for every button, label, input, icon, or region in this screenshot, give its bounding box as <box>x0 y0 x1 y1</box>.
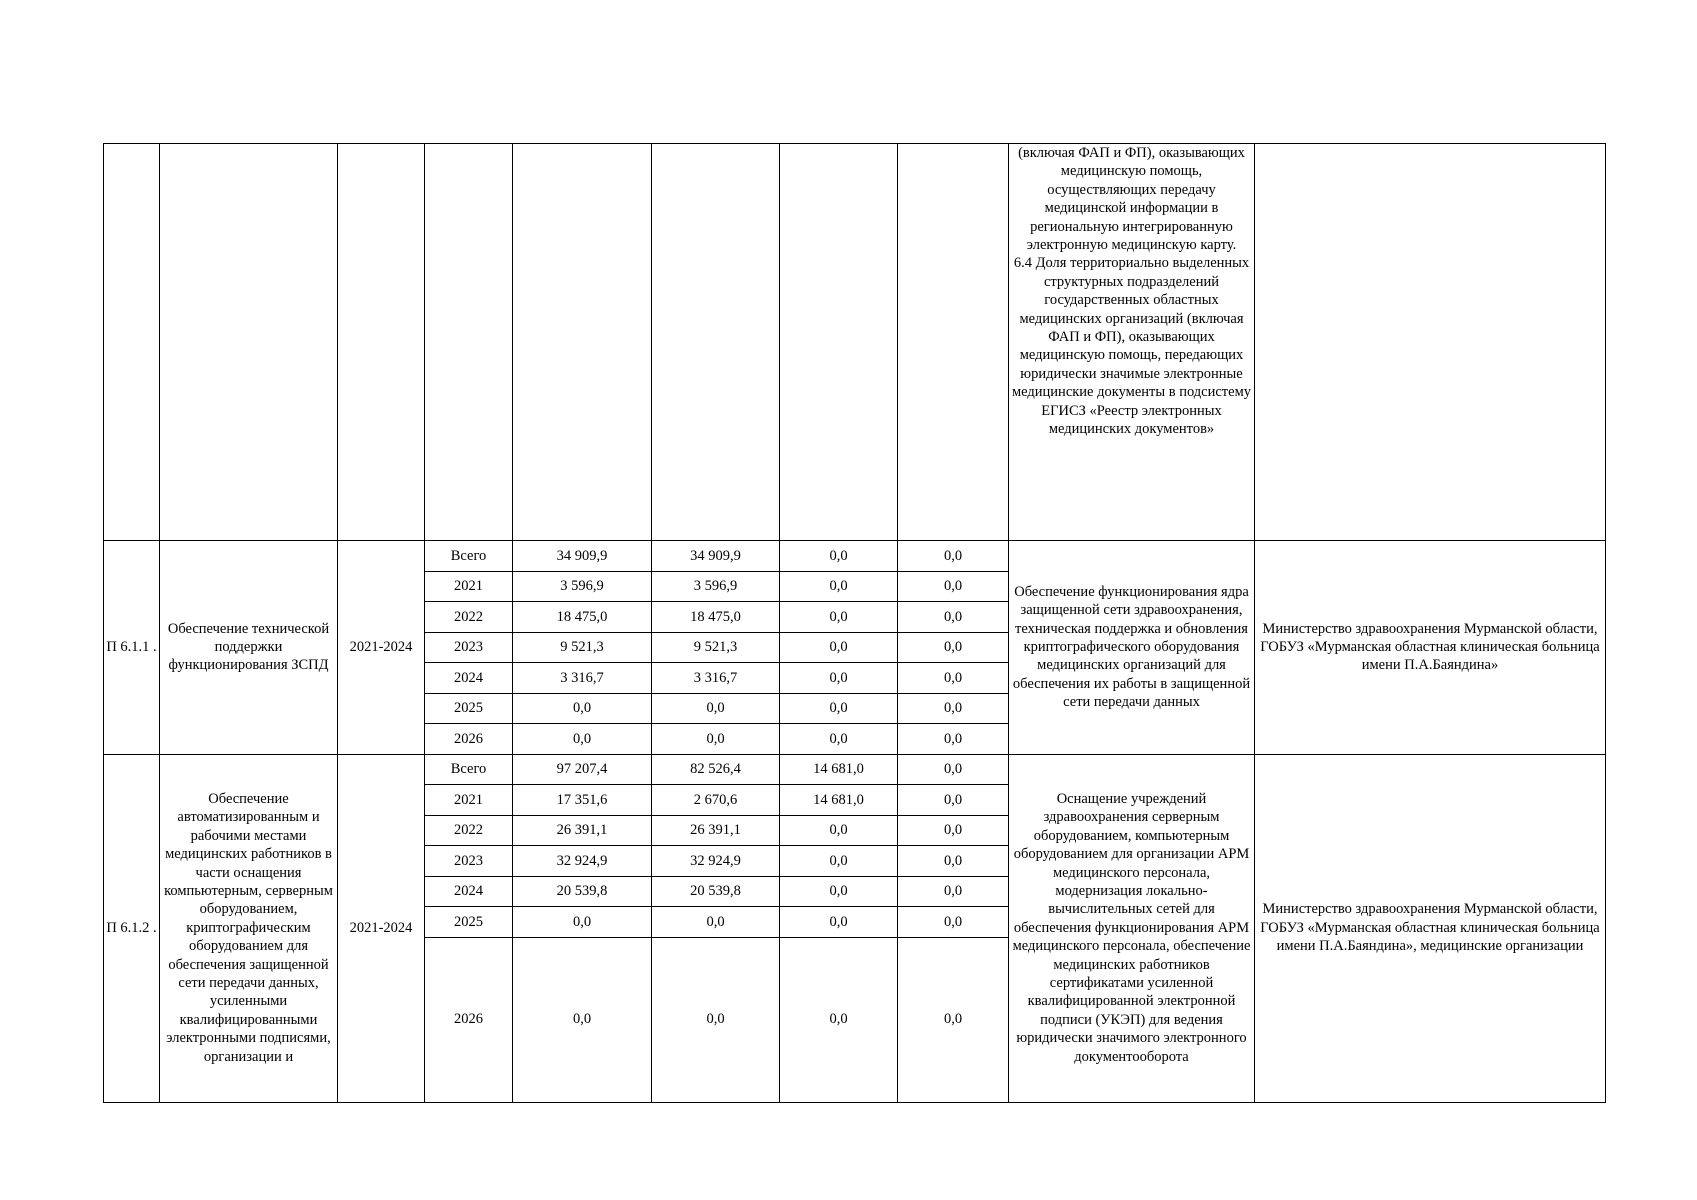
value-total: 32 924,9 <box>513 846 652 877</box>
value-total: 9 521,3 <box>513 632 652 663</box>
value-federal: 0,0 <box>780 663 898 694</box>
value-federal: 0,0 <box>780 937 898 1102</box>
value-total: 97 207,4 <box>513 754 652 785</box>
value-federal: 14 681,0 <box>780 754 898 785</box>
value-total: 3 596,9 <box>513 571 652 602</box>
year-cell: 2021 <box>425 785 513 816</box>
value-regional: 20 539,8 <box>652 876 780 907</box>
value-other: 0,0 <box>898 754 1009 785</box>
value-total: 0,0 <box>513 724 652 755</box>
value-federal: 0,0 <box>780 876 898 907</box>
table-row <box>104 541 1606 572</box>
value-regional: 3 596,9 <box>652 571 780 602</box>
value-federal: 0,0 <box>780 571 898 602</box>
value-other: 0,0 <box>898 602 1009 633</box>
year-cell: Всего <box>425 754 513 785</box>
value-regional: 3 316,7 <box>652 663 780 694</box>
value-regional: 34 909,9 <box>652 541 780 572</box>
indicator-description: (включая ФАП и ФП), оказывающих медицинскую помощь, осуществляющих передачу медицинской информации в региональную интегрированную электронную медицинскую карту. 6.4 Доля территориально выделенных структурных подразделений государственных областных медицинских организаций (включая ФАП и ФП), оказывающих медицинскую помощь, передающих юридически значимые электронные медицинские документы в подсистему ЕГИСЗ «Реестр электронных медицинских документов» <box>1009 144 1255 541</box>
empty-cell <box>1255 144 1606 541</box>
document-page <box>103 143 1606 1103</box>
year-cell: 2025 <box>425 693 513 724</box>
item-executor: Министерство здравоохранения Мурманской области, ГОБУЗ «Мурманская областная клиническая больница имени П.А.Баяндина» <box>1255 541 1606 755</box>
value-federal: 0,0 <box>780 693 898 724</box>
value-other: 0,0 <box>898 876 1009 907</box>
table-row <box>104 754 1606 785</box>
item-code: П 6.1.2 . <box>104 754 160 1102</box>
value-federal: 0,0 <box>780 846 898 877</box>
year-cell: 2024 <box>425 663 513 694</box>
empty-cell <box>898 144 1009 541</box>
value-other: 0,0 <box>898 815 1009 846</box>
empty-cell <box>652 144 780 541</box>
year-cell: 2026 <box>425 937 513 1102</box>
value-total: 17 351,6 <box>513 785 652 816</box>
item-code: П 6.1.1 . <box>104 541 160 755</box>
value-total: 18 475,0 <box>513 602 652 633</box>
value-regional: 0,0 <box>652 693 780 724</box>
empty-cell <box>513 144 652 541</box>
item-period: 2021-2024 <box>338 541 425 755</box>
value-total: 34 909,9 <box>513 541 652 572</box>
program-table <box>103 143 1606 1103</box>
value-total: 26 391,1 <box>513 815 652 846</box>
item-period: 2021-2024 <box>338 754 425 1102</box>
value-other: 0,0 <box>898 785 1009 816</box>
continuation-row <box>104 144 1606 541</box>
empty-cell <box>425 144 513 541</box>
value-other: 0,0 <box>898 724 1009 755</box>
value-federal: 0,0 <box>780 724 898 755</box>
value-other: 0,0 <box>898 937 1009 1102</box>
value-federal: 14 681,0 <box>780 785 898 816</box>
year-cell: 2023 <box>425 846 513 877</box>
value-other: 0,0 <box>898 541 1009 572</box>
value-regional: 0,0 <box>652 907 780 938</box>
value-other: 0,0 <box>898 907 1009 938</box>
item-executor: Министерство здравоохранения Мурманской области, ГОБУЗ «Мурманская областная клиническая больница имени П.А.Баяндина», медицинские организации <box>1255 754 1606 1102</box>
year-cell: 2021 <box>425 571 513 602</box>
item-result: Оснащение учреждений здравоохранения серверным оборудованием, компьютерным оборудованием для организации АРМ медицинского персонала, модернизация локально-вычислительных сетей для обеспечения функционирования АРМ медицинского персонала, обеспечение медицинских работников сертификатами усиленной квалифицированной электронной подписи (УКЭП) для ведения юридически значимого электронного документооборота <box>1009 754 1255 1102</box>
empty-cell <box>338 144 425 541</box>
value-regional: 26 391,1 <box>652 815 780 846</box>
year-cell: 2024 <box>425 876 513 907</box>
value-federal: 0,0 <box>780 602 898 633</box>
value-regional: 9 521,3 <box>652 632 780 663</box>
value-regional: 0,0 <box>652 724 780 755</box>
value-regional: 82 526,4 <box>652 754 780 785</box>
value-other: 0,0 <box>898 571 1009 602</box>
item-result: Обеспечение функционирования ядра защищенной сети здравоохранения, техническая поддержка и обновления криптографического оборудования медицинских организаций для обеспечения их работы в защищенной сети передачи данных <box>1009 541 1255 755</box>
value-other: 0,0 <box>898 846 1009 877</box>
year-cell: Всего <box>425 541 513 572</box>
year-cell: 2025 <box>425 907 513 938</box>
value-federal: 0,0 <box>780 815 898 846</box>
year-cell: 2023 <box>425 632 513 663</box>
value-total: 0,0 <box>513 907 652 938</box>
year-cell: 2022 <box>425 602 513 633</box>
value-total: 0,0 <box>513 693 652 724</box>
value-regional: 18 475,0 <box>652 602 780 633</box>
value-total: 20 539,8 <box>513 876 652 907</box>
value-other: 0,0 <box>898 663 1009 694</box>
item-name: Обеспечение автоматизированным и рабочими местами медицинских работников в части оснащения компьютерным, серверным оборудованием, криптографическим оборудованием для обеспечения защищенной сети передачи данных, усиленными квалифицированными электронными подписями, организации и <box>160 754 338 1102</box>
value-federal: 0,0 <box>780 541 898 572</box>
value-regional: 0,0 <box>652 937 780 1102</box>
value-regional: 2 670,6 <box>652 785 780 816</box>
value-federal: 0,0 <box>780 907 898 938</box>
value-federal: 0,0 <box>780 632 898 663</box>
value-total: 3 316,7 <box>513 663 652 694</box>
empty-cell <box>780 144 898 541</box>
value-other: 0,0 <box>898 632 1009 663</box>
year-cell: 2022 <box>425 815 513 846</box>
value-other: 0,0 <box>898 693 1009 724</box>
empty-cell <box>160 144 338 541</box>
empty-cell <box>104 144 160 541</box>
year-cell: 2026 <box>425 724 513 755</box>
item-name: Обеспечение технической поддержки функционирования ЗСПД <box>160 541 338 755</box>
value-regional: 32 924,9 <box>652 846 780 877</box>
value-total: 0,0 <box>513 937 652 1102</box>
